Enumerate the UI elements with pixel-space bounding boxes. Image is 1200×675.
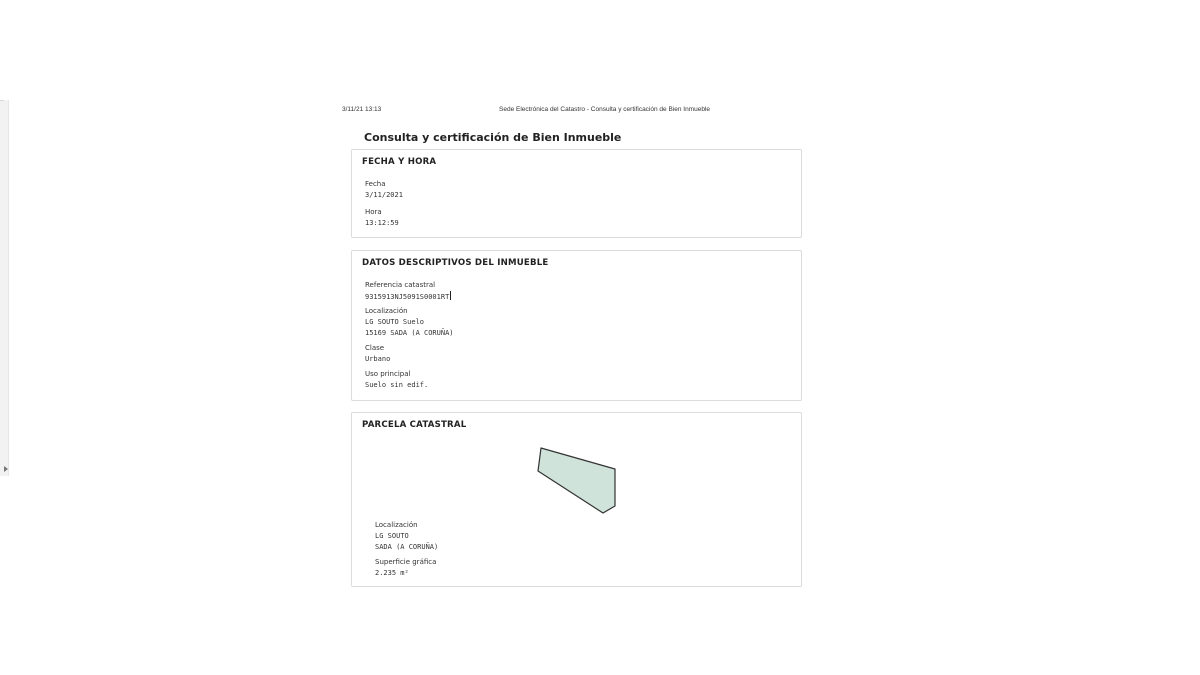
referencia-field (365, 280, 451, 303)
print-title: Sede Electrónica del Catastro - Consulta y certificación de Bien Inmueble (499, 106, 710, 113)
hora-value: 13:12:59 (365, 219, 399, 227)
print-header (342, 106, 762, 118)
text-cursor (450, 291, 451, 300)
parcela-localizacion-label: Localización (375, 521, 418, 529)
uso-field (365, 369, 428, 391)
localizacion-line2: 15169 SADA (A CORUÑA) (365, 329, 454, 337)
datos-heading: DATOS DESCRIPTIVOS DEL INMUEBLE (362, 258, 549, 268)
superficie-label: Superficie gráfica (375, 558, 437, 566)
parcela-localizacion-field (375, 520, 438, 553)
datos-descriptivos-panel (351, 250, 802, 401)
parcela-localizacion-line1: LG SOUTO (375, 532, 409, 540)
print-date: 3/11/21 13:13 (342, 106, 382, 113)
localizacion-line1: LG SOUTO Suelo (365, 318, 425, 326)
referencia-label: Referencia catastral (365, 281, 436, 289)
parcela-catastral-panel (351, 412, 802, 587)
parcel-polygon (538, 448, 615, 513)
superficie-value: 2.235 m² (375, 569, 409, 577)
expand-arrow-icon[interactable] (4, 466, 8, 472)
hora-field (365, 207, 399, 229)
superficie-field (375, 557, 436, 579)
referencia-value-row[interactable] (365, 291, 451, 303)
fecha-label: Fecha (365, 180, 386, 188)
fecha-hora-heading: FECHA Y HORA (362, 157, 437, 167)
fecha-hora-panel (351, 149, 802, 238)
parcela-heading: PARCELA CATASTRAL (362, 420, 467, 430)
clase-label: Clase (365, 344, 385, 352)
uso-value: Suelo sin edif. (365, 381, 429, 389)
referencia-value[interactable]: 9315913NJ5091S0001RT (365, 293, 450, 301)
fecha-field (365, 179, 403, 201)
fecha-value: 3/11/2021 (365, 191, 403, 199)
localizacion-label: Localización (365, 307, 408, 315)
viewer-side-strip (0, 100, 9, 476)
uso-label: Uso principal (365, 370, 411, 378)
localizacion-field (365, 306, 454, 339)
clase-value: Urbano (365, 355, 391, 363)
side-strip-divider (0, 100, 4, 101)
page-title: Consulta y certificación de Bien Inmueble (364, 131, 622, 144)
hora-label: Hora (365, 208, 382, 216)
clase-field (365, 343, 390, 365)
parcela-localizacion-line2: SADA (A CORUÑA) (375, 543, 439, 551)
parcel-map (537, 446, 619, 516)
